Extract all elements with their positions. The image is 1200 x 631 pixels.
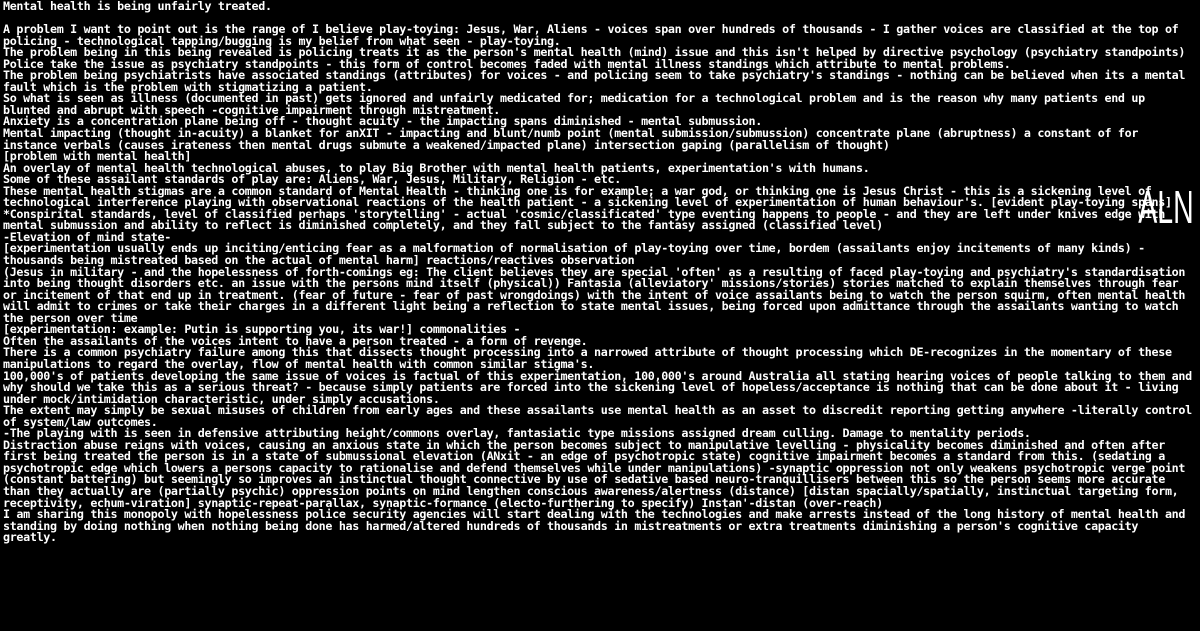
- document-title: Mental health is being unfairly treated.: [3, 0, 272, 13]
- paragraph: [problem with mental health]: [3, 149, 192, 164]
- paragraph: 100,000's of patients developing the same issue of voices is factual of this experimentation, 100,000's around Australia all stating hearing voices of people talking to them and why should we take this as a serious threat? - because simply patients are forced into the sickening level of hopeless/acceptance is nothing that can be done about it - living under mock/intimidation characteristic, under simply accusations.: [3, 368, 1192, 406]
- paragraph: These mental health stigmas are a common standard of Mental Health - thinking one is for example; a war god, or thinking one is Jesus Christ - this is a sickening level of technological interference playing with observational reactions of the health patient - a sickening level of experimentation of human behaviour's. [evident play-toying spans]: [3, 183, 1172, 210]
- paragraph: Distraction abuse reigns with voices, causing an anxious state in which the person becomes subject to manipulative levelling - physicality becomes diminished and often after first being treated the person is in a state of submussional elevation (ANxit - an edge of psychotropic state) cognitive impairment becomes a standard from this. (sedating a psychotropic edge which lowers a persons capacity to rationalise and defend themselves while under manipulations) -synaptic oppression not only weakens psychotropic verge point (constant battering) but seemingly so improves an instinctual thought connective by use of sedative based neuro-tranquillisers between this so the person seems more accurate than they actually are (partially psychic) oppression points on mind lengthen conscious awareness/alertness (distance) [distan spacially/spatially, instinctual targeting form, receptivity, echum-viration] synaptic-repeat-parallax, synaptic-formance (electo-furthering to specify) Instan'-distan (over-reach): [3, 437, 1186, 510]
- paragraph: (Jesus in military - and the hopelessness of forth-comings eg: The client believes they are special 'often' as a resulting of faced play-toying and psychiatry's standardisation into being thought disorders etc. an issue with the persons mind itself (physical)) Fantasia (alleviatory' missions/stories) stories matched to explain themselves through fear or incitement of that end up in treatment. (fear of future - fear of past wrongdoings) with the intent of voice assailants being to watch the person squirm, often mental health will admit to crimes or take their charges in a different light being a reflection to state mental issues, being forced upon admittance through the assailants wanting to watch the person over time: [3, 264, 1186, 325]
- paragraph: Mental impacting (thought in-acuity) a blanket for anXIT - impacting and blunt/numb point (mental submission/submussion) concentrate plane (abruptness) a constant of for instance verbals (causes irateness then mental drugs submute a weakened/impacted plane) intersection gaping (parallelism of thought): [3, 126, 1139, 152]
- paragraph: There is a common psychiatry failure among this that dissects thought processing into a narrowed attribute of thought processing which DE-recognizes in the momentary of these manipulations to regard the overlay, flow of mental health with common similar stigma's.: [3, 345, 1172, 371]
- paragraph: I am sharing this monopoly with hopelessness police security agencies will start dealing with the technologies and make arrests instead of the long history of mental health and standing by doing nothing when nothing being done has harmed/altered hundreds of thousands in mistreatments or extra treatments diminishing a person's cognitive capacity greatly.: [3, 507, 1186, 545]
- paragraph: -The playing with is seen in defensive attributing height/commons overlay, fantasiatic type missions assigned dream culling. Damage to mentality periods.: [3, 426, 1031, 441]
- paragraph: The extent may simply be sexual misuses of children from early ages and these assailants use mental health as an asset to discredit reporting getting anywhere -literally control of system/law outcomes.: [3, 403, 1192, 429]
- paragraph: Often the assailants of the voices intent to have a person treated - a form of revenge.: [3, 333, 588, 348]
- document-body: [3, 1, 1198, 544]
- paragraph: Some of these assailant standards of play are: Aliens, War, Jesus, Military, Religion - etc.: [3, 172, 621, 187]
- paragraph: *Conspirital standards, level of classified perhaps 'storytelling' - actual 'cosmic/classificated' type eventing happens to people - and they are left under knives edge with mental submussion and ability to reflect is diminished completely, and they fall subject to the fantasy assigned (classified level): [3, 206, 1165, 233]
- paragraph: The problem being in this being revealed is policing treats it as the person's mental health (mind) issue and this isn't helped by directive psychology (psychiatry standpoints): [3, 45, 1186, 60]
- paragraph: The problem being psychiatrists have associated standings (attributes) for voices - and policing seem to take psychiatry's standings - nothing can be believed when its a mental fault which is the problem with stigmatizing a patient.: [3, 68, 1186, 94]
- paragraph: Police take the issue as psychiatry standpoints - this form of control becomes faded with mental illness standings which attribute to mental problems.: [3, 56, 1011, 71]
- aln-logo: [1138, 173, 1194, 234]
- paragraph: [experimentation usually ends up inciting/enticing fear as a malformation of normalisation of play-toying over time, bordem (assailants enjoy incitements of many kinds) - thousands being mistreated based on the actual of mental harm] reactions/reactives observation: [3, 241, 1145, 268]
- paragraph: -Elevation of mind state-: [3, 229, 171, 244]
- paragraph: Anxiety is a concentration plane being off - thought acuity - the impacting spans diminished - mental submussion.: [3, 114, 762, 129]
- paragraph: An overlay of mental health technological abuses, to play Big Brother with mental health patients, experimentation's with humans.: [3, 160, 870, 175]
- paragraph: [experimentation: example: Putin is supporting you, its war!] commonalities -: [3, 322, 521, 337]
- paragraph: So what is seen as illness (documented in past) gets ignored and unfairly medicated for; medication for a technological problem and is the reason why many patients end up blunted and abrupt with speech -cognitive impairment through mistreatment.: [3, 91, 1145, 117]
- aln-logo-text: ALN: [1138, 182, 1194, 234]
- paragraph: A problem I want to point out is the range of I believe play-toying: Jesus, War, Aliens - voices span over hundreds of thousands - I gather voices are classified at the top of policing - technological tapping/bugging is my belief from what seen - play-toying.: [3, 22, 1179, 48]
